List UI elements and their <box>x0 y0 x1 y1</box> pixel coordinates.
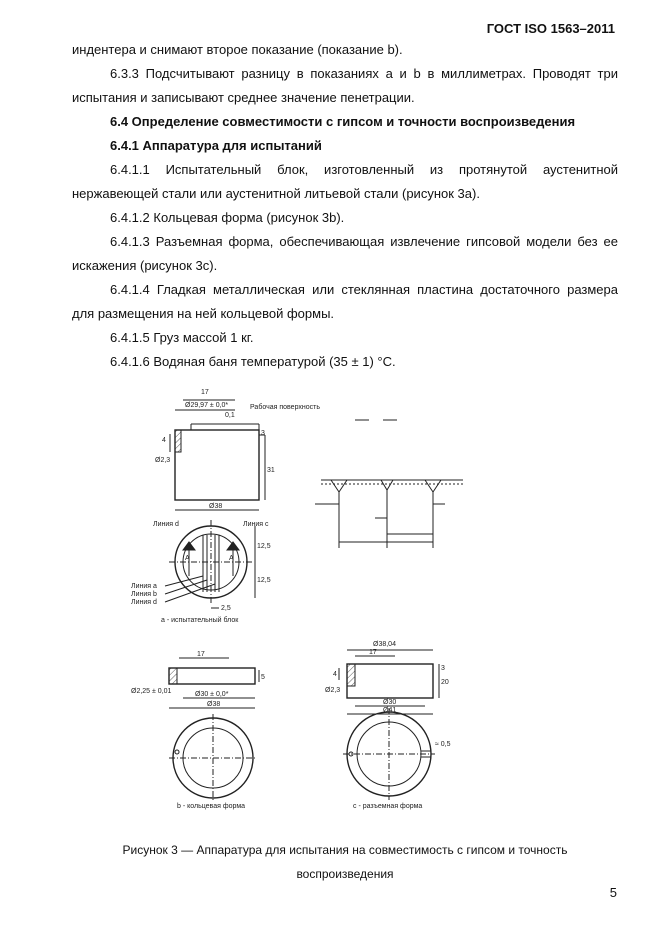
paragraph-6-4-1-2: 6.4.1.2 Кольцевая форма (рисунок 3b). <box>110 210 345 225</box>
fig-a-dim-125a: 12,5 <box>257 543 271 550</box>
fig-a-dim-3: 3 <box>261 430 265 437</box>
fig-b-dim-30: Ø30 ± 0,0* <box>195 691 229 698</box>
fig-a-line-d: Линия d <box>153 521 179 528</box>
section-heading-6-4: 6.4 Определение совместимости с гипсом и точности воспроизведения <box>110 114 576 129</box>
paragraph-6-4-1-3: 6.4.1.3 Разъемная форма, обеспечивающая извлечение гипсовой модели без ее искажения (рисунок 3с). <box>72 234 618 273</box>
fig-a-dim-38: Ø38 <box>209 503 223 510</box>
fig-a-caption: а - испытательный блок <box>161 617 239 624</box>
technical-drawing <box>125 380 485 820</box>
fig-c-dim-17: 17 <box>369 649 377 656</box>
fig-c-dim-23: Ø2,3 <box>325 687 341 694</box>
fig-a-dim-25: 2,5 <box>221 605 231 612</box>
fig-b-caption: b - кольцевая форма <box>177 803 246 810</box>
subsection-heading-6-4-1: 6.4.1 Аппаратура для испытаний <box>110 138 322 153</box>
figure-caption <box>72 838 618 886</box>
split-mould-top-view <box>343 708 435 800</box>
paragraph-6-4-1-4: 6.4.1.4 Гладкая металлическая или стеклянная пластина достаточного размера для размещения на ней кольцевой формы. <box>72 282 618 321</box>
body-text <box>72 38 618 374</box>
fig-b-dim-5: 5 <box>261 674 265 681</box>
figure-caption-line-2: воспроизведения <box>296 867 394 881</box>
figure-caption-line-1: Рисунок 3 — Аппаратура для испытания на совместимость с гипсом и точность <box>122 843 568 857</box>
fig-c-dim-4: 4 <box>333 671 337 678</box>
document-header: ГОСТ ISO 1563–2011 <box>486 21 615 36</box>
fig-c-dim-20: 20 <box>441 679 449 686</box>
fig-b-dim-38: Ø38 <box>207 701 221 708</box>
fig-a-dim-top: 17 <box>201 389 209 396</box>
fig-b-dim-17: 17 <box>197 651 205 658</box>
fig-c-dim-30: Ø30 <box>383 699 397 706</box>
ring-mould-top-view <box>169 714 257 802</box>
section-a-a <box>315 420 463 548</box>
fig-a-line-a: Линия a <box>131 583 157 590</box>
fig-c-dim-05: ≈ 0,5 <box>435 741 451 748</box>
fig-a-line-c: Линия c <box>243 521 269 528</box>
paragraph-6-4-1-1: 6.4.1.1 Испытательный блок, изготовленный из протянутой аустенитной нержавеющей стали или аустенитной литьевой стали (рисунок 3а). <box>72 162 618 201</box>
fig-a-roughness: 0,1 <box>225 412 235 419</box>
fig-a-line-b: Линия b <box>131 591 157 598</box>
fig-a-dim-125b: 12,5 <box>257 577 271 584</box>
fig-a-dim-bore: Ø29,97 ± 0,0* <box>185 402 229 409</box>
paragraph-6-3-3: 6.3.3 Подсчитывают разницу в показаниях a и b в миллиметрах. Проводят три испытания и записывают среднее значение пенетрации. <box>72 66 618 105</box>
figure-3-drawing <box>125 380 485 820</box>
fig-b-dim-225: Ø2,25 ± 0,01 <box>131 688 172 695</box>
fig-a-line-d2: Линия d <box>131 599 157 606</box>
fig-a-work-surface: Рабочая поверхность <box>250 404 320 411</box>
fig-a-section-mark-right: A <box>229 555 234 562</box>
test-block-side-view <box>170 400 265 510</box>
fig-a-dim-4: 4 <box>162 437 166 444</box>
fig-c-dim-41: Ø41 <box>383 707 397 714</box>
paragraph-6-4-1-5: 6.4.1.5 Груз массой 1 кг. <box>110 330 254 345</box>
fig-a-dim-31: 31 <box>267 467 275 474</box>
fig-a-section-mark-left: A <box>185 555 190 562</box>
page-number: 5 <box>609 885 617 900</box>
paragraph-6-4-1-6: 6.4.1.6 Водяная баня температурой (35 ± 1) °С. <box>110 354 396 369</box>
fig-c-dim-3: 3 <box>441 665 445 672</box>
test-block-top-view <box>165 520 255 608</box>
fig-c-dim-3804: Ø38,04 <box>373 641 396 648</box>
paragraph-1: индентера и снимают второе показание (показание b). <box>72 42 403 57</box>
fig-c-caption: c - разъемная форма <box>353 803 423 810</box>
fig-a-dim-23: Ø2,3 <box>155 457 171 464</box>
